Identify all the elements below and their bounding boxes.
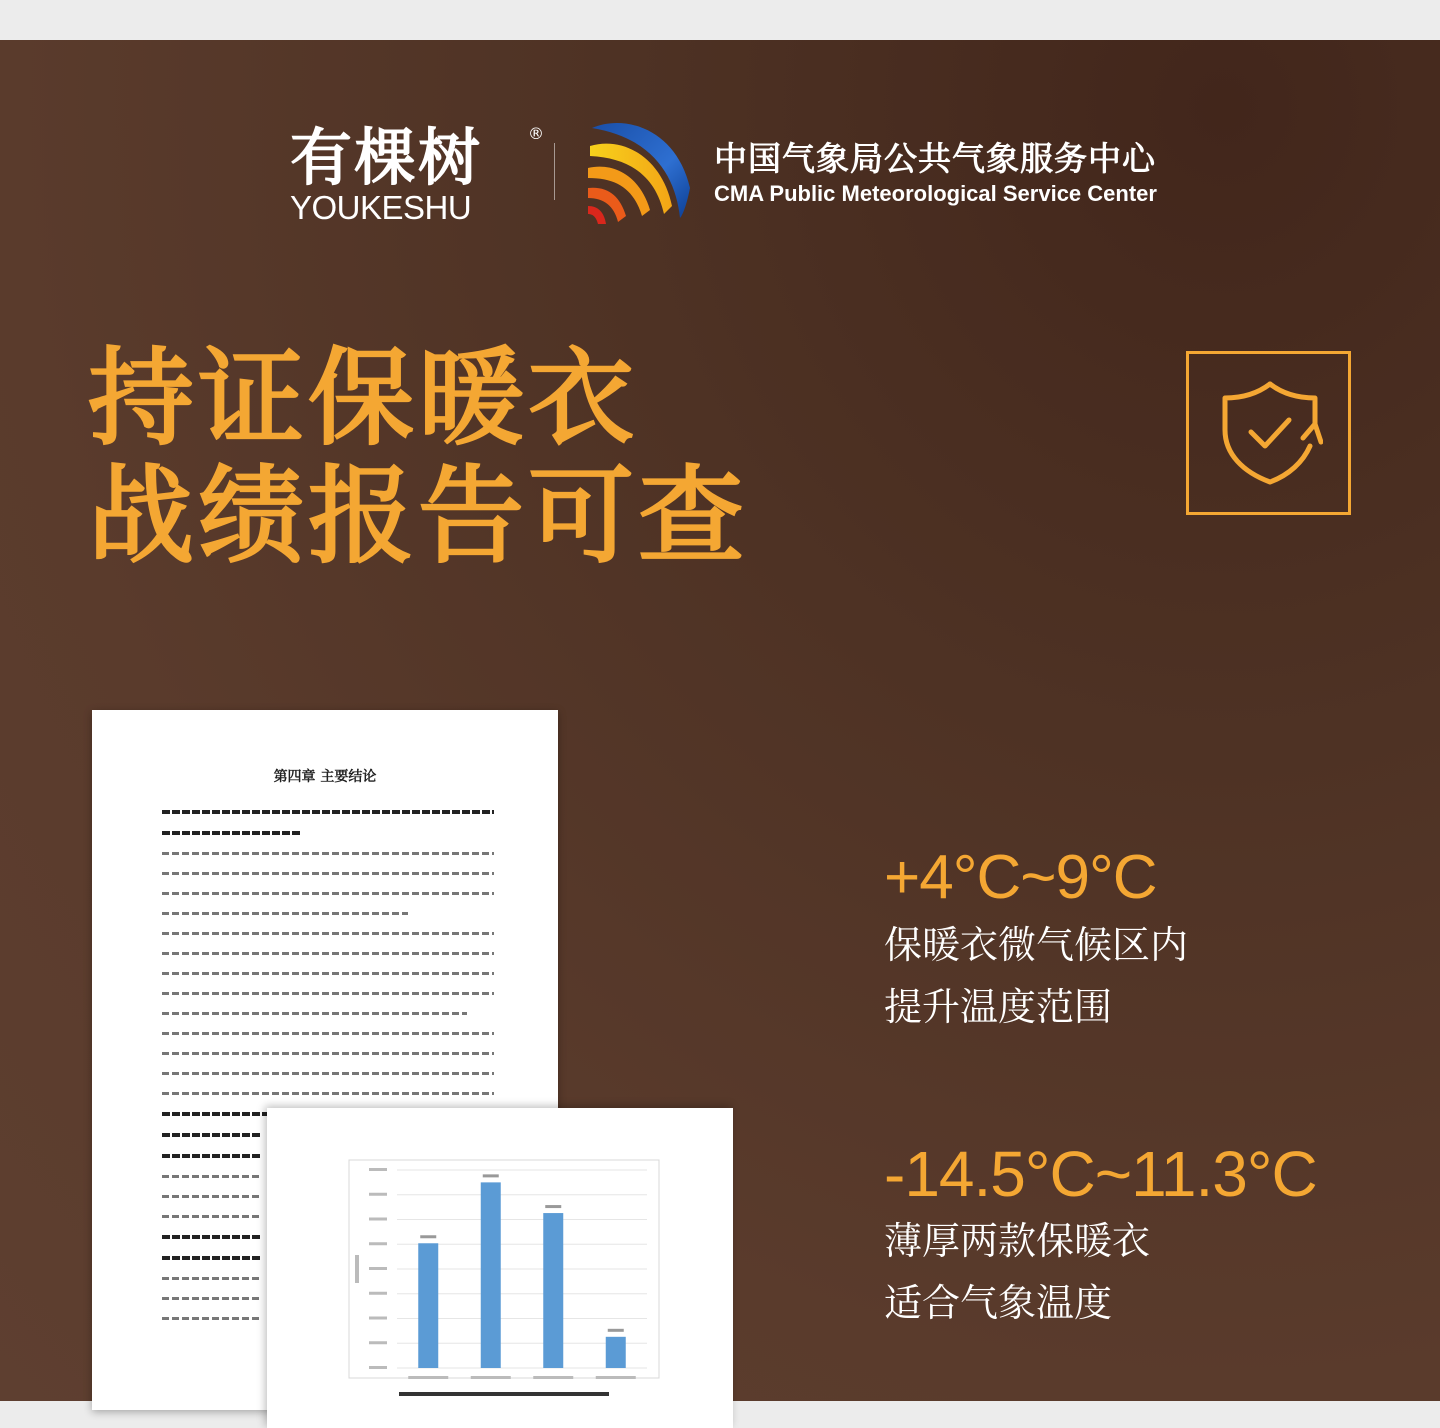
chart-data-label (608, 1329, 624, 1332)
top-bar (0, 0, 1440, 40)
chart-bar (418, 1243, 438, 1368)
logo-divider (554, 143, 555, 200)
registered-mark: ® (528, 124, 544, 143)
headline-line-2: 战绩报告可查 (88, 455, 748, 578)
stat-desc-line-1: 薄厚两款保暖衣 (884, 1219, 1151, 1263)
report-bar-chart (267, 1108, 733, 1408)
chart-data-label (420, 1235, 436, 1238)
shield-check-icon (1217, 378, 1323, 488)
chart-tick-label (369, 1168, 387, 1171)
chart-tick-label (369, 1292, 387, 1295)
chart-category-label (596, 1376, 636, 1379)
chart-tick-label (369, 1218, 387, 1221)
stat-temperature-increase (884, 842, 1188, 1038)
stat-value: -14.5°C~11.3°C (884, 1138, 1317, 1210)
chart-data-label (483, 1174, 499, 1177)
chart-tick-label (369, 1242, 387, 1245)
stat-temperature-range (884, 1138, 1317, 1334)
stat-desc-line-2: 适合气象温度 (884, 1281, 1113, 1325)
stat-value: +4°C~9°C (884, 843, 1157, 912)
youkeshu-logo-en: YOUKESHU (290, 189, 472, 226)
youkeshu-logo (290, 122, 550, 226)
chart-bar (481, 1182, 501, 1368)
cma-name-cn: 中国气象局公共气象服务中心 (714, 139, 1156, 178)
chart-category-label (408, 1376, 448, 1379)
chart-tick-label (369, 1267, 387, 1270)
chart-category-label (533, 1376, 573, 1379)
headline-line-1: 持证保暖衣 (88, 337, 638, 460)
chart-bar (543, 1213, 563, 1368)
chart-tick-label (369, 1366, 387, 1369)
youkeshu-logo-cn: 有棵树 (290, 121, 483, 194)
stat-desc-line-2: 提升温度范围 (884, 985, 1113, 1029)
chart-tick-label (369, 1341, 387, 1344)
chart-axis-title (355, 1255, 359, 1283)
stat-desc-line-1: 保暖衣微气候区内 (884, 923, 1189, 967)
chart-tick-label (369, 1193, 387, 1196)
cma-logo-icon (584, 118, 694, 226)
chart-data-label (545, 1205, 561, 1208)
cma-name-en: CMA Public Meteorological Service Center (714, 181, 1157, 206)
chart-category-label (471, 1376, 511, 1379)
cma-logo-text (714, 138, 1157, 208)
report-chart-page (267, 1108, 733, 1428)
certified-badge (1186, 351, 1351, 515)
chart-bar (606, 1337, 626, 1368)
headline (88, 337, 748, 578)
report-chapter-title: 第四章 主要结论 (273, 769, 377, 785)
chart-tick-label (369, 1317, 387, 1320)
chart-caption (399, 1392, 609, 1396)
